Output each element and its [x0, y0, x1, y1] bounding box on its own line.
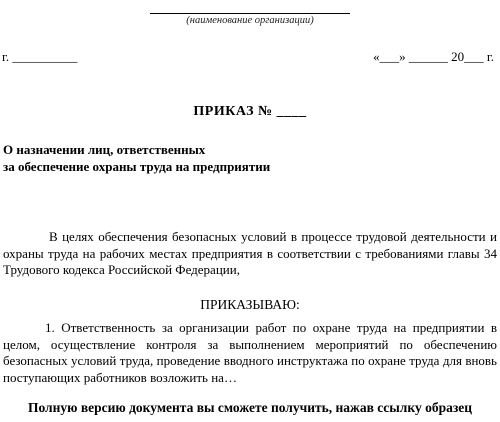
order-subject — [3, 141, 270, 175]
subject-line-2: за обеспечение охраны труда на предприятии — [3, 159, 271, 174]
organization-name-line — [150, 13, 350, 14]
order-word: ПРИКАЗЫВАЮ: — [200, 297, 300, 312]
subject-line-1: О назначении лиц, ответственных — [3, 142, 206, 157]
date-field: «___» ______ 20___ г. — [373, 49, 494, 64]
order-item-1-text: 1. Ответственность за организации работ по охране труда на предприятии в целом, осуществление контроля за выполнением мероприятий по обеспечению безопасных условий труда, проведение вводного инструктажа по охране труда для вновь поступающих работников возложить на… — [3, 320, 497, 385]
city-date-row — [2, 49, 494, 65]
full-version-link[interactable]: Полную версию документа вы сможете получить, нажав ссылку образец — [27, 400, 473, 415]
preamble-paragraph — [3, 229, 497, 279]
city-field: г. __________ — [2, 49, 78, 64]
preamble-text: В целях обеспечения безопасных условий в процессе трудовой деятельности и охраны труда на рабочих местах предприятия в соответствии с требованиями главы 34 Трудового кодекса Российской Федерации, — [3, 229, 497, 277]
order-title: ПРИКАЗ № ____ — [193, 104, 307, 119]
order-item-1 — [3, 320, 497, 386]
organization-caption: (наименование организации) — [186, 15, 314, 26]
